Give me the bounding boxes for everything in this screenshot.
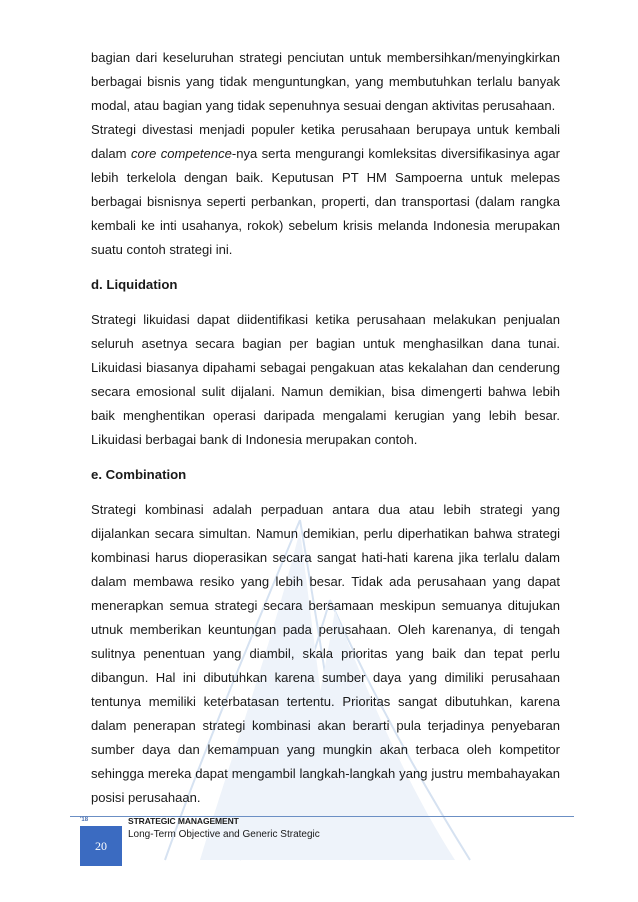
footer-title: STRATEGIC MANAGEMENT [128,816,239,826]
paragraph-liquidation: Strategi likuidasi dapat diidentifikasi ketika perusahaan melakukan penjualan seluruh asetnya secara bagian per bagian untuk menghasilkan dana tunai. Likuidasi biasanya dipahami sebagai pengakuan atas kekalahan dan cenderung secara emosional sulit dijalani. Namun demikian, bisa dimengerti bahwa lebih baik menghentikan operasi daripada mengalami kerugian yang lebih besar. Likuidasi berbagai bank di Indonesia merupakan contoh. [91,312,560,447]
page-number: 20 [95,838,107,853]
italic-term: core competence [130,146,232,161]
paragraph-divestment-popular [91,118,560,262]
footer-year-tag: '18 [80,817,89,823]
paragraph-combination: Strategi kombinasi adalah perpaduan antara dua atau lebih strategi yang dijalankan secara simultan. Namun demikian, perlu diperhatikan bahwa strategi kombinasi harus dioperasikan secara sangat hati-hati karena jika terlalu dalam dalam membawa resiko yang lebih besar. Tidak ada perusahaan yang dapat menerapkan semua strategi secara bersamaan meskipun semuanya ditujukan utnuk memberikan keuntungan pada perusahaan. Oleh karenanya, di tengah sulitnya penentuan yang diambil, skala prioritas yang baik dan tepat perlu dibangun. Hal ini dibutuhkan karena sumber daya yang dimiliki perusahaan tentunya memiliki keterbatasan tertentu. Prioritas sangat dibutuhkan, karena dalam penerapan strategi kombinasi akan berarti pula terjadinya penyebaran sumber daya dan kemampuan yang mungkin akan terbaca oleh kompetitor sehingga mereka dapat mengambil langkah-langkah yang justru membahayakan posisi perusahaan. [91,502,560,805]
footer-subtitle: Long-Term Objective and Generic Strategic [128,829,320,840]
paragraph-text: -nya serta mengurangi komleksitas diversifikasinya agar lebih terkelola dengan baik. Keputusan PT HM Sampoerna untuk melepas berbagai bisnisnya seperti perbankan, properti, dan transportasi (dalam rangka kembali ke inti usahanya, rokok) sebelum krisis melanda Indonesia merupakan suatu contoh strategi ini. [91,146,560,257]
section-heading-combination: e. Combination [91,467,187,482]
section-heading-liquidation: d. Liquidation [91,277,178,292]
document-body [91,46,560,810]
paragraph-text: Strategi divestasi menjadi populer ketika perusahaan berupaya untuk kembali dalam [91,122,560,161]
page-number-box [80,826,122,866]
paragraph-divestment-end: bagian dari keseluruhan strategi penciutan untuk membersihkan/menyingkirkan berbagai bisnis yang tidak menguntungkan, yang membutuhkan terlalu banyak modal, atau bagian yang tidak sepenuhnya sesuai dengan aktivitas perusahaan. [91,50,560,113]
